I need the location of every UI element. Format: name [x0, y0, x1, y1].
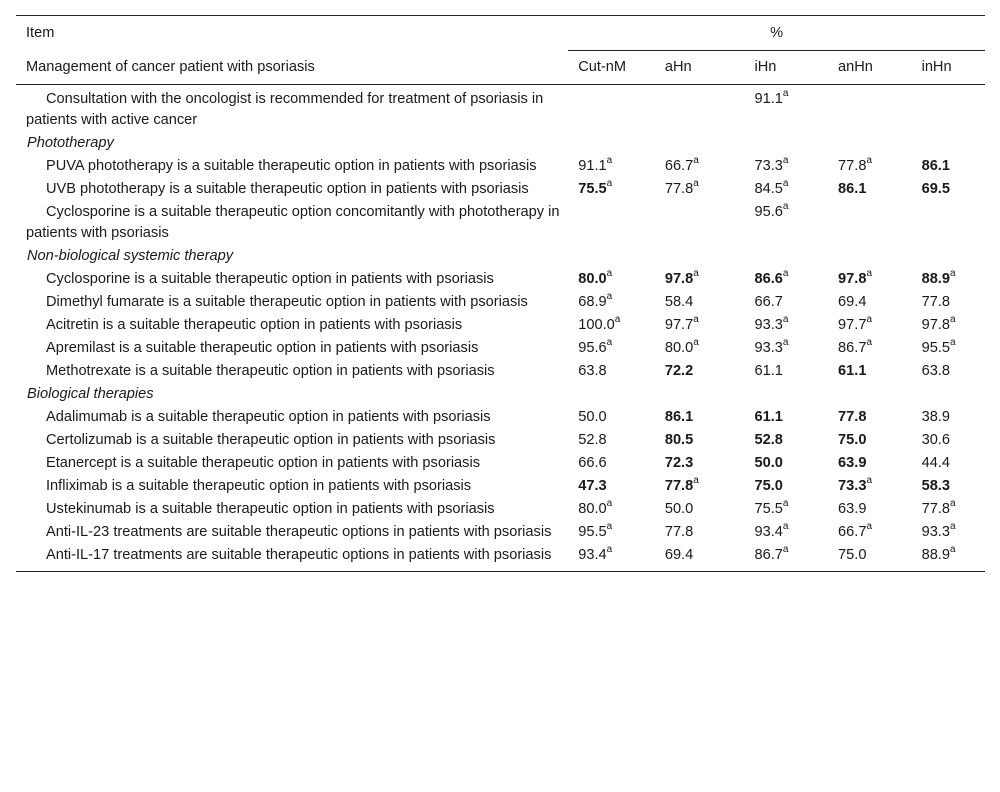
category-row — [16, 383, 985, 406]
table-row — [16, 475, 985, 498]
value-cell-ahn — [655, 314, 745, 337]
value-cell-inhn — [912, 544, 985, 572]
value-cell-ahn — [655, 178, 745, 201]
footnote-marker: a — [782, 201, 789, 213]
footnote-marker: a — [782, 521, 789, 533]
percent-value: 91.1 — [754, 91, 783, 107]
value-cell-cut-nm — [568, 178, 655, 201]
table-row — [16, 178, 985, 201]
item-text: Apremilast is a suitable therapeutic option in patients with psoriasis — [46, 340, 479, 356]
value-cell-ahn — [655, 85, 745, 133]
percent-value: 77.8 — [921, 501, 950, 517]
value-cell-ihn — [744, 178, 828, 201]
value-cell-anhn — [828, 268, 912, 291]
percent-value: 97.7 — [664, 317, 694, 333]
percent-value: 73.3 — [838, 478, 867, 494]
percent-value: 58.4 — [664, 294, 694, 310]
category-row — [16, 132, 985, 155]
results-table — [16, 15, 985, 572]
value-cell-ahn — [655, 429, 745, 452]
column-header-ahn: aHn — [655, 51, 745, 85]
footnote-marker: a — [782, 314, 789, 326]
footnote-marker: a — [782, 88, 789, 100]
item-text: Adalimumab is a suitable therapeutic option in patients with psoriasis — [46, 409, 491, 425]
value-cell-inhn — [912, 429, 985, 452]
footnote-marker: a — [782, 268, 789, 280]
table-row — [16, 406, 985, 429]
percent-value: 100.0 — [578, 317, 615, 333]
percent-value: 93.3 — [754, 317, 783, 333]
footnote-marker: a — [866, 268, 872, 280]
percent-value: 63.8 — [578, 363, 607, 379]
value-cell-ahn — [655, 406, 745, 429]
item-text: Anti-IL-23 treatments are suitable therapeutic options in patients with psoriasis — [46, 524, 552, 540]
value-cell-inhn — [912, 521, 985, 544]
table-row — [16, 544, 985, 572]
value-cell-inhn — [912, 475, 985, 498]
value-cell-ahn — [655, 337, 745, 360]
percent-value: 80.0 — [578, 271, 607, 287]
footnote-marker: a — [606, 155, 613, 167]
percent-value: 93.3 — [754, 340, 783, 356]
value-cell-ahn — [655, 521, 745, 544]
value-cell-anhn — [828, 429, 912, 452]
value-cell-inhn — [912, 314, 985, 337]
percent-value: 93.4 — [578, 547, 607, 563]
percent-value: 91.1 — [578, 158, 607, 174]
percent-value: 95.6 — [578, 340, 607, 356]
table-row — [16, 360, 985, 383]
value-cell-cut-nm — [568, 521, 655, 544]
item-text: Dimethyl fumarate is a suitable therapeutic option in patients with psoriasis — [46, 294, 528, 310]
value-cell-inhn — [912, 155, 985, 178]
value-cell-anhn — [828, 337, 912, 360]
table-row — [16, 155, 985, 178]
value-cell-ihn — [744, 155, 828, 178]
percent-value: 97.8 — [838, 271, 867, 287]
value-cell-anhn — [828, 475, 912, 498]
percent-value: 88.9 — [921, 547, 950, 563]
value-cell-inhn — [912, 406, 985, 429]
value-cell-cut-nm — [568, 201, 655, 245]
percent-header: % — [568, 16, 985, 51]
value-cell-anhn — [828, 291, 912, 314]
category-label: Biological therapies — [27, 386, 154, 402]
value-cell-ihn — [744, 475, 828, 498]
percent-value: 68.9 — [578, 294, 607, 310]
item-text: Infliximab is a suitable therapeutic option in patients with psoriasis — [46, 478, 472, 494]
percent-value: 77.8 — [838, 158, 867, 174]
percent-value: 30.6 — [921, 432, 950, 448]
item-text: PUVA phototherapy is a suitable therapeutic option in patients with psoriasis — [46, 158, 537, 174]
value-cell-cut-nm — [568, 314, 655, 337]
item-text: Anti-IL-17 treatments are suitable therapeutic options in patients with psoriasis — [16, 544, 568, 572]
value-cell-cut-nm — [568, 452, 655, 475]
value-cell-ahn — [655, 498, 745, 521]
value-cell-ihn — [744, 268, 828, 291]
percent-value: 86.6 — [754, 271, 783, 287]
category-label: Non-biological systemic therapy — [27, 248, 234, 264]
value-cell-ihn — [744, 521, 828, 544]
percent-value: 50.0 — [664, 501, 694, 517]
value-cell-anhn — [828, 85, 912, 133]
percent-value: 63.9 — [838, 455, 867, 471]
percent-value: 77.8 — [664, 524, 694, 540]
value-cell-anhn — [828, 201, 912, 245]
value-cell-inhn — [912, 178, 985, 201]
table-row — [16, 452, 985, 475]
value-cell-cut-nm — [568, 544, 655, 572]
table-row — [16, 337, 985, 360]
percent-value: 77.8 — [838, 409, 867, 425]
item-text: Cyclosporine is a suitable therapeutic option concomitantly with phototherapy in patients with psoriasis — [26, 204, 560, 241]
footnote-marker: a — [949, 314, 956, 326]
percent-value: 86.7 — [754, 547, 783, 563]
percent-value: 69.5 — [921, 181, 950, 197]
footnote-marker: a — [866, 337, 872, 349]
value-cell-ahn — [655, 360, 745, 383]
item-text: Cyclosporine is a suitable therapeutic option in patients with psoriasis — [46, 271, 494, 287]
percent-value: 44.4 — [921, 455, 950, 471]
percent-value: 50.0 — [578, 409, 607, 425]
percent-value: 75.0 — [838, 432, 867, 448]
value-cell-inhn — [912, 268, 985, 291]
percent-value: 93.4 — [754, 524, 783, 540]
item-text: Methotrexate is a suitable therapeutic option in patients with psoriasis — [46, 363, 495, 379]
percent-value: 61.1 — [754, 409, 783, 425]
table-row — [16, 291, 985, 314]
value-cell-anhn — [828, 452, 912, 475]
value-cell-inhn — [912, 201, 985, 245]
column-header-cut-nm: Cut-nM — [568, 51, 655, 85]
table-row — [16, 429, 985, 452]
percent-value: 75.0 — [754, 478, 783, 494]
percent-value: 61.1 — [754, 363, 783, 379]
percent-value: 75.0 — [838, 547, 867, 563]
percent-value: 97.8 — [664, 271, 694, 287]
footnote-marker: a — [693, 337, 699, 349]
percent-value: 86.1 — [921, 158, 950, 174]
percent-value: 77.8 — [664, 478, 694, 494]
footnote-marker: a — [606, 337, 613, 349]
footnote-marker: a — [606, 544, 613, 556]
item-text: Certolizumab is a suitable therapeutic option in patients with psoriasis — [46, 432, 496, 448]
table-row — [16, 498, 985, 521]
percent-value: 73.3 — [754, 158, 783, 174]
footnote-marker: a — [782, 498, 789, 510]
value-cell-anhn — [828, 360, 912, 383]
value-cell-ihn — [744, 498, 828, 521]
value-cell-ihn — [744, 429, 828, 452]
footnote-marker: a — [606, 521, 613, 533]
footnote-marker: a — [606, 291, 613, 303]
value-cell-cut-nm — [568, 337, 655, 360]
value-cell-ihn — [744, 85, 828, 133]
value-cell-anhn — [828, 178, 912, 201]
value-cell-cut-nm — [568, 475, 655, 498]
percent-value: 88.9 — [921, 271, 950, 287]
percent-value: 63.9 — [838, 501, 867, 517]
footnote-marker: a — [949, 544, 956, 556]
value-cell-ihn — [744, 314, 828, 337]
value-cell-cut-nm — [568, 406, 655, 429]
percent-value: 61.1 — [838, 363, 867, 379]
percent-value: 66.6 — [578, 455, 607, 471]
value-cell-cut-nm — [568, 291, 655, 314]
footnote-marker: a — [866, 314, 872, 326]
percent-value: 72.3 — [664, 455, 694, 471]
item-text: Etanercept is a suitable therapeutic option in patients with psoriasis — [46, 455, 481, 471]
percent-value: 75.5 — [578, 181, 607, 197]
percent-value: 66.7 — [664, 158, 694, 174]
percent-value: 47.3 — [578, 478, 607, 494]
footnote-marker: a — [782, 337, 789, 349]
value-cell-inhn — [912, 452, 985, 475]
footnote-marker: a — [782, 178, 789, 190]
value-cell-anhn — [828, 155, 912, 178]
percent-value: 80.0 — [578, 501, 607, 517]
value-cell-inhn — [912, 85, 985, 133]
value-cell-cut-nm — [568, 360, 655, 383]
value-cell-ihn — [744, 360, 828, 383]
results-table-container — [16, 15, 985, 572]
item-text: Consultation with the oncologist is recommended for treatment of psoriasis in patients with active cancer — [26, 91, 544, 128]
percent-value: 86.7 — [838, 340, 867, 356]
percent-value: 38.9 — [921, 409, 950, 425]
item-text: UVB phototherapy is a suitable therapeutic option in patients with psoriasis — [46, 181, 529, 197]
percent-value: 63.8 — [921, 363, 950, 379]
value-cell-inhn — [912, 291, 985, 314]
percent-value: 75.5 — [754, 501, 783, 517]
percent-value: 69.4 — [664, 547, 694, 563]
footnote-marker: a — [606, 268, 613, 280]
footnote-marker: a — [949, 521, 956, 533]
footnote-marker: a — [949, 337, 956, 349]
value-cell-inhn — [912, 360, 985, 383]
value-cell-cut-nm — [568, 429, 655, 452]
footnote-marker: a — [606, 498, 613, 510]
value-cell-anhn — [828, 314, 912, 337]
percent-value: 80.5 — [664, 432, 694, 448]
value-cell-ahn — [655, 155, 745, 178]
value-cell-ihn — [744, 544, 828, 572]
percent-value: 80.0 — [664, 340, 694, 356]
footnote-marker: a — [614, 314, 621, 326]
table-row — [16, 314, 985, 337]
percent-value: 77.8 — [664, 181, 694, 197]
footnote-marker: a — [693, 475, 699, 487]
category-label: Phototherapy — [27, 135, 114, 151]
column-header-inhn: inHn — [912, 51, 985, 85]
value-cell-inhn — [912, 337, 985, 360]
footnote-marker: a — [949, 498, 956, 510]
footnote-marker: a — [866, 521, 872, 533]
value-cell-ihn — [744, 452, 828, 475]
percent-value: 52.8 — [754, 432, 783, 448]
percent-value: 84.5 — [754, 181, 783, 197]
table-row — [16, 85, 985, 133]
percent-value: 52.8 — [578, 432, 607, 448]
category-row — [16, 245, 985, 268]
value-cell-cut-nm — [568, 498, 655, 521]
footnote-marker: a — [606, 178, 613, 190]
column-header-anhn: anHn — [828, 51, 912, 85]
percent-value: 97.7 — [838, 317, 867, 333]
value-cell-inhn — [912, 498, 985, 521]
value-cell-ahn — [655, 475, 745, 498]
percent-value: 93.3 — [921, 524, 950, 540]
table-row — [16, 268, 985, 291]
value-cell-ihn — [744, 201, 828, 245]
footnote-marker: a — [693, 314, 699, 326]
percent-value: 58.3 — [921, 478, 950, 494]
table-row — [16, 201, 985, 245]
value-cell-ahn — [655, 544, 745, 572]
footnote-marker: a — [693, 178, 699, 190]
percent-value: 69.4 — [838, 294, 867, 310]
value-cell-anhn — [828, 406, 912, 429]
item-text: Acitretin is a suitable therapeutic option in patients with psoriasis — [46, 317, 463, 333]
column-header-ihn: iHn — [744, 51, 828, 85]
value-cell-cut-nm — [568, 85, 655, 133]
value-cell-cut-nm — [568, 155, 655, 178]
footnote-marker: a — [866, 475, 872, 487]
footnote-marker: a — [693, 268, 699, 280]
value-cell-anhn — [828, 498, 912, 521]
value-cell-ihn — [744, 337, 828, 360]
footnote-marker: a — [949, 268, 956, 280]
table-row — [16, 521, 985, 544]
percent-value: 72.2 — [664, 363, 694, 379]
value-cell-ahn — [655, 268, 745, 291]
table-body — [16, 85, 985, 572]
item-header: Item — [16, 16, 568, 51]
footnote-marker: a — [782, 155, 789, 167]
table-header — [16, 16, 985, 85]
footnote-marker: a — [782, 544, 789, 556]
percent-value: 66.7 — [838, 524, 867, 540]
percent-value: 50.0 — [754, 455, 783, 471]
value-cell-ahn — [655, 291, 745, 314]
value-cell-ihn — [744, 291, 828, 314]
footnote-marker: a — [693, 155, 699, 167]
percent-value: 95.5 — [578, 524, 607, 540]
item-text: Ustekinumab is a suitable therapeutic option in patients with psoriasis — [46, 501, 495, 517]
section-header: Management of cancer patient with psoriasis — [16, 51, 568, 85]
percent-value: 86.1 — [664, 409, 694, 425]
percent-value: 66.7 — [754, 294, 783, 310]
percent-value: 95.6 — [754, 204, 783, 220]
value-cell-ahn — [655, 452, 745, 475]
value-cell-anhn — [828, 544, 912, 572]
percent-value: 97.8 — [921, 317, 950, 333]
footnote-marker: a — [866, 155, 872, 167]
value-cell-ahn — [655, 201, 745, 245]
value-cell-anhn — [828, 521, 912, 544]
value-cell-cut-nm — [568, 268, 655, 291]
percent-value: 95.5 — [921, 340, 950, 356]
percent-value: 77.8 — [921, 294, 950, 310]
value-cell-ihn — [744, 406, 828, 429]
percent-value: 86.1 — [838, 181, 867, 197]
